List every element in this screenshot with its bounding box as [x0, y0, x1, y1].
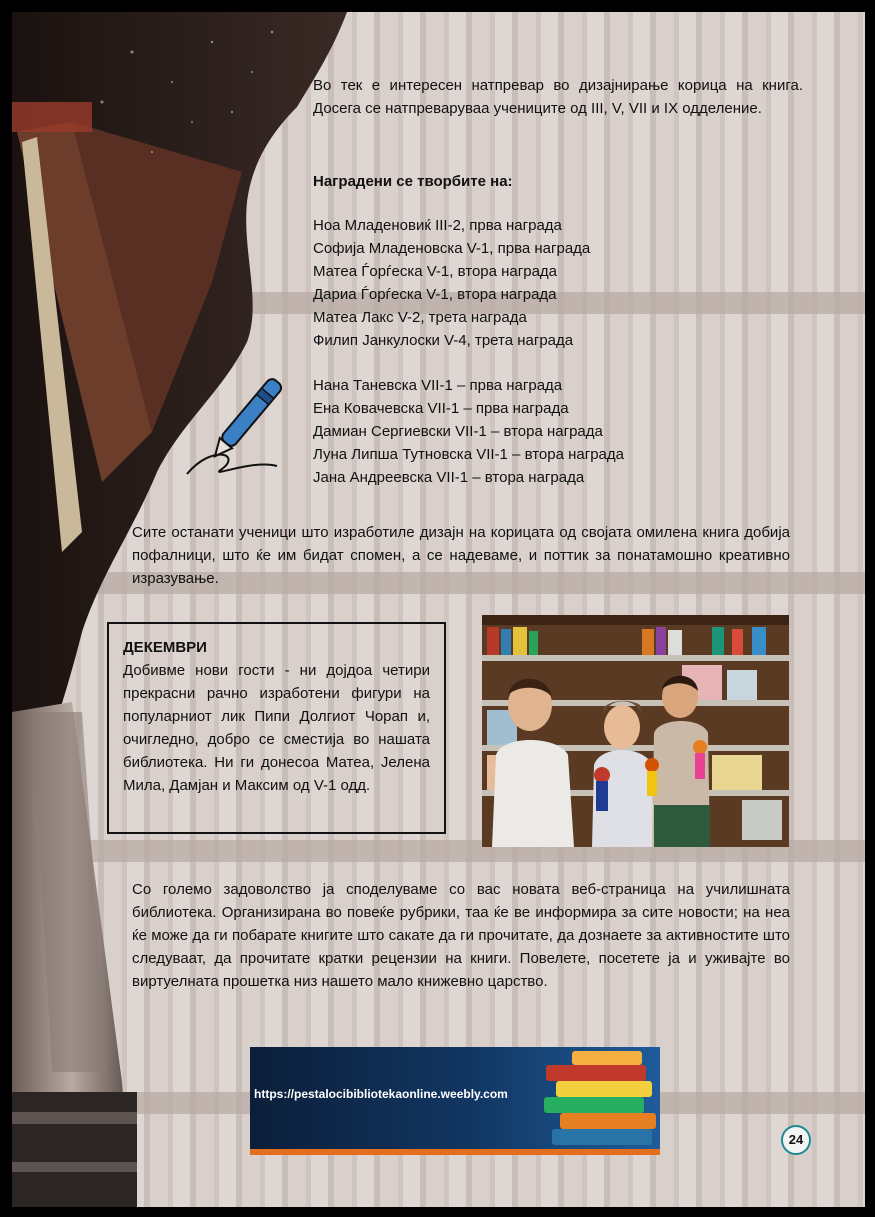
intro-paragraph: Во тек е интересен натпревар во дизајнирање корица на книга. Досега се натпреваруваа учениците од III, V, VII и IX одделение.	[313, 77, 803, 117]
website-banner[interactable]	[250, 1047, 660, 1155]
list-item: Софија Младеновска V-1, прва награда	[313, 240, 591, 257]
banner-accent-bar	[250, 1149, 660, 1155]
list-item: Матеа Лакс V-2, трета награда	[313, 309, 527, 326]
december-title: ДЕКЕМВРИ	[123, 639, 207, 656]
list-item: Матеа Ѓорѓеска V-1, втора награда	[313, 263, 558, 280]
list-item: Дариа Ѓорѓеска V-1, втора награда	[313, 286, 557, 303]
book-stack-icon	[532, 1051, 660, 1151]
closing-paragraph: Сите останати ученици што изработиле дизајн на корицата од својата омилена книга добија пофалници, што ќе им бидат спомен, а се надеваме, и поттик за понатамошно креативно изразување.	[132, 524, 790, 587]
page-number: 24	[781, 1125, 811, 1155]
award-list-primary	[313, 214, 590, 352]
december-body: Добивме нови гости - ни дојдоа четири прекрасни рачно изработени фигури на популарниот лик Пипи Долгиот Чорап и, очигледно, добро се сместија во нашата библиотека. Ни ги донесоа Матеа, Јелена Мила, Дамјан и Максим од V-1 одд.	[123, 662, 430, 794]
website-paragraph: Со големо задоволство ја споделуваме со вас новата веб-страница на училишната библиотека. Организирана во повеќе рубрики, таа ќе ве информира за сите новости; на неа ќе може да ги побарате книгите што сакате да ги прочитате, да дознаете за активностите што следуваат, да прочитате кратки рецензии на книги. Повелете, посетете ја и уживајте во виртуелната прошетка низ нашето мало книжевно царство.	[132, 881, 790, 990]
list-item: Филип Јанкулоски V-4, трета награда	[313, 332, 574, 349]
award-list-seventh-grade	[313, 374, 624, 489]
list-item: Ена Ковачевска VII-1 – прва награда	[313, 400, 569, 417]
awarded-heading: Наградени се творбите на:	[313, 173, 513, 190]
list-item: Ноа Младеновиќ III-2, прва награда	[313, 217, 562, 234]
list-item: Луна Липша Тутновска VII-1 – втора награда	[313, 446, 624, 463]
december-box	[107, 622, 446, 834]
list-item: Дамиан Сергиевски VII-1 – втора награда	[313, 423, 603, 440]
children-library-photo	[482, 615, 789, 847]
pen-doodle-icon	[182, 374, 302, 484]
list-item: Нана Таневска VII-1 – прва награда	[313, 377, 563, 394]
website-link[interactable]: https://pestalocibibliotekaonline.weebly.com	[254, 1087, 508, 1101]
list-item: Јана Андреевска VII-1 – втора награда	[313, 469, 585, 486]
page	[12, 12, 865, 1207]
